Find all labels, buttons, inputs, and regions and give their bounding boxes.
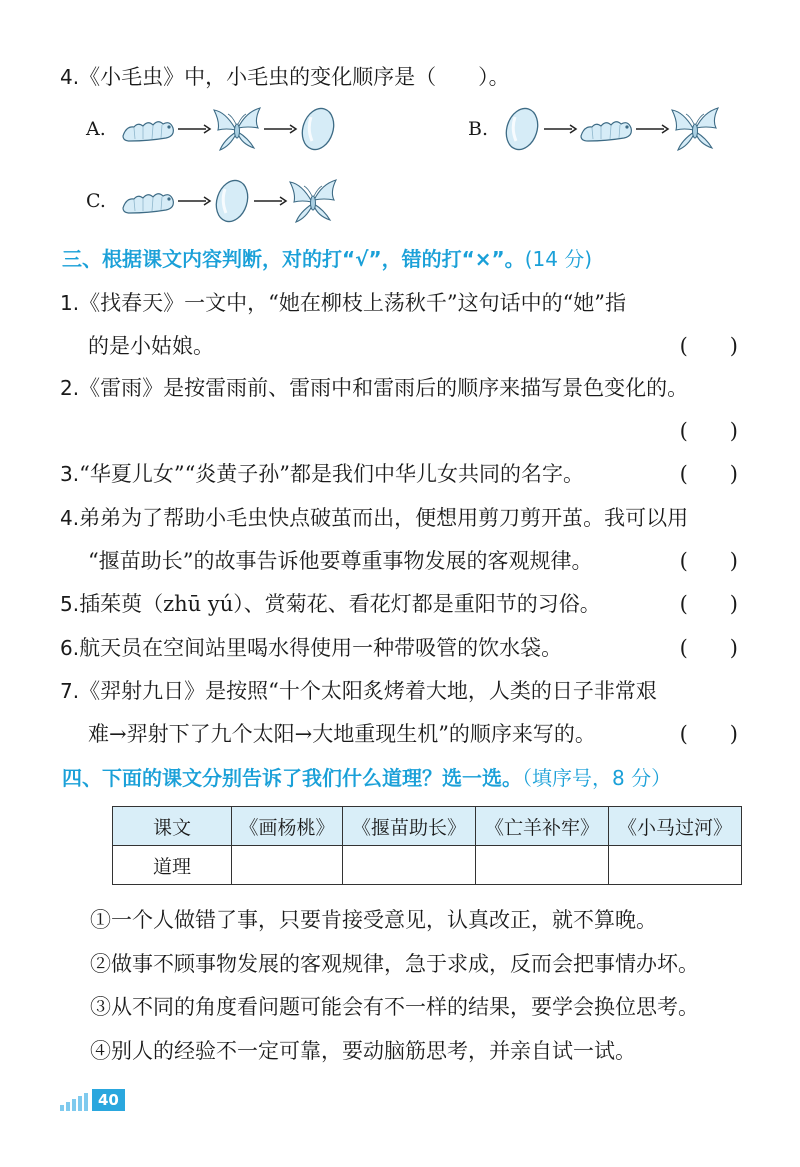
s3-item-7 xyxy=(60,676,738,706)
section3-points: (14 分) xyxy=(524,247,593,271)
item-number: 4. xyxy=(60,506,80,530)
q4-option-a-label[interactable]: A. xyxy=(86,118,106,140)
answer-blank[interactable]: ( ) xyxy=(679,636,738,660)
signal-bar-icon xyxy=(60,1105,64,1111)
section3-heading-text: 三、根据课文内容判断，对的打“√”，错的打“×”。 xyxy=(62,247,525,271)
signal-bar-icon xyxy=(84,1093,88,1111)
q4-option-a-sequence[interactable] xyxy=(120,104,338,154)
item-text: “华夏儿女”“炎黄子孙”都是我们中华儿女共同的名字。 xyxy=(79,462,585,486)
s3-item-3 xyxy=(60,459,738,489)
s3-item-4-cont xyxy=(88,546,738,576)
section3-heading xyxy=(62,244,740,274)
page-number-badge xyxy=(60,1089,125,1111)
table-cell: 《画杨桃》 xyxy=(232,807,343,846)
arrow-icon xyxy=(634,122,670,136)
answer-blank[interactable]: ( ) xyxy=(679,722,738,746)
signal-bar-icon xyxy=(66,1102,70,1111)
item-text: 弟弟为了帮助小毛虫快点破茧而出，便想用剪刀剪开茧。我可以用 xyxy=(79,506,689,530)
caterpillar-icon xyxy=(120,113,176,145)
arrow-icon xyxy=(176,122,212,136)
s3-item-6 xyxy=(60,633,738,663)
moth-icon xyxy=(212,105,262,153)
answer-cell[interactable] xyxy=(232,846,343,885)
q4-number: 4. xyxy=(60,65,80,89)
table-cell: 《小马过河》 xyxy=(608,807,741,846)
answer-blank[interactable]: ( ) xyxy=(679,334,738,358)
item-text: 《找春天》一文中，“她在柳枝上荡秋千”这句话中的“她”指 xyxy=(79,291,627,315)
item-text: 航天员在空间站里喝水得使用一种带吸管的饮水袋。 xyxy=(79,636,563,660)
item-text: 的是小姑娘。 xyxy=(88,334,214,358)
table-cell: 《揠苗助长》 xyxy=(343,807,476,846)
s3-item-1 xyxy=(60,288,738,318)
q4-stem xyxy=(60,62,738,92)
arrow-icon xyxy=(262,122,298,136)
section4-heading-text: 四、下面的课文分别告诉了我们什么道理？选一选。 xyxy=(62,766,522,790)
signal-bar-icon xyxy=(78,1096,82,1111)
section4-heading xyxy=(62,763,740,793)
moth-icon xyxy=(670,105,720,153)
answer-cell[interactable] xyxy=(476,846,609,885)
item-number: 1. xyxy=(60,291,80,315)
item-text: 难→羿射下了九个太阳→大地重现生机”的顺序来写的。 xyxy=(88,722,596,746)
arrow-icon xyxy=(176,194,212,208)
cocoon-icon xyxy=(502,104,542,154)
q4-option-b-label[interactable]: B. xyxy=(468,118,489,140)
table-header-row xyxy=(113,807,742,846)
choice-2: ②做事不顾事物发展的客观规律，急于求成，反而会把事情办坏。 xyxy=(90,952,699,976)
s3-item-2 xyxy=(60,373,738,403)
answer-blank[interactable]: ( ) xyxy=(679,592,738,616)
s3-item-7-cont xyxy=(88,719,738,749)
arrow-icon xyxy=(542,122,578,136)
s3-item-5 xyxy=(60,589,738,619)
answer-cell[interactable] xyxy=(608,846,741,885)
item-text: “揠苗助长”的故事告诉他要尊重事物发展的客观规律。 xyxy=(88,549,593,573)
item-text: 插茱萸（zhū yú）、赏菊花、看花灯都是重阳节的习俗。 xyxy=(79,592,601,616)
table-row xyxy=(113,846,742,885)
answer-blank[interactable]: ( ) xyxy=(679,462,738,486)
lesson-table xyxy=(112,806,742,885)
q4-option-c-label[interactable]: C. xyxy=(86,190,106,212)
choice-1: ①一个人做错了事，只要肯接受意见，认真改正，就不算晚。 xyxy=(90,908,657,932)
item-number: 6. xyxy=(60,636,80,660)
q4-option-c-sequence[interactable] xyxy=(120,176,338,226)
item-text: 《羿射九日》是按照“十个太阳炙烤着大地，人类的日子非常艰 xyxy=(79,679,657,703)
table-cell: 道理 xyxy=(113,846,232,885)
item-number: 2. xyxy=(60,376,80,400)
choice-4: ④别人的经验不一定可靠，要动脑筋思考，并亲自试一试。 xyxy=(90,1039,636,1063)
item-number: 5. xyxy=(60,592,80,616)
item-number: 7. xyxy=(60,679,80,703)
answer-blank[interactable]: ( ) xyxy=(679,419,738,443)
caterpillar-icon xyxy=(120,185,176,217)
cocoon-icon xyxy=(298,104,338,154)
choice-3: ③从不同的角度看问题可能会有不一样的结果，要学会换位思考。 xyxy=(90,995,699,1019)
table-cell: 课文 xyxy=(113,807,232,846)
arrow-icon xyxy=(252,194,288,208)
q4-text: 《小毛虫》中，小毛虫的变化顺序是（ ）。 xyxy=(79,65,510,89)
table-cell: 《亡羊补牢》 xyxy=(476,807,609,846)
page-number: 40 xyxy=(92,1089,125,1111)
caterpillar-icon xyxy=(578,113,634,145)
s3-item-4 xyxy=(60,503,738,533)
section4-points: （填序号，8 分） xyxy=(522,766,672,790)
cocoon-icon xyxy=(212,176,252,226)
item-text: 《雷雨》是按雷雨前、雷雨中和雷雨后的顺序来描写景色变化的。 xyxy=(79,376,689,400)
signal-bar-icon xyxy=(72,1099,76,1111)
answer-cell[interactable] xyxy=(343,846,476,885)
moth-icon xyxy=(288,177,338,225)
s3-item-1-cont xyxy=(88,331,738,361)
q4-option-b-sequence[interactable] xyxy=(502,104,720,154)
answer-blank[interactable]: ( ) xyxy=(679,549,738,573)
item-number: 3. xyxy=(60,462,80,486)
